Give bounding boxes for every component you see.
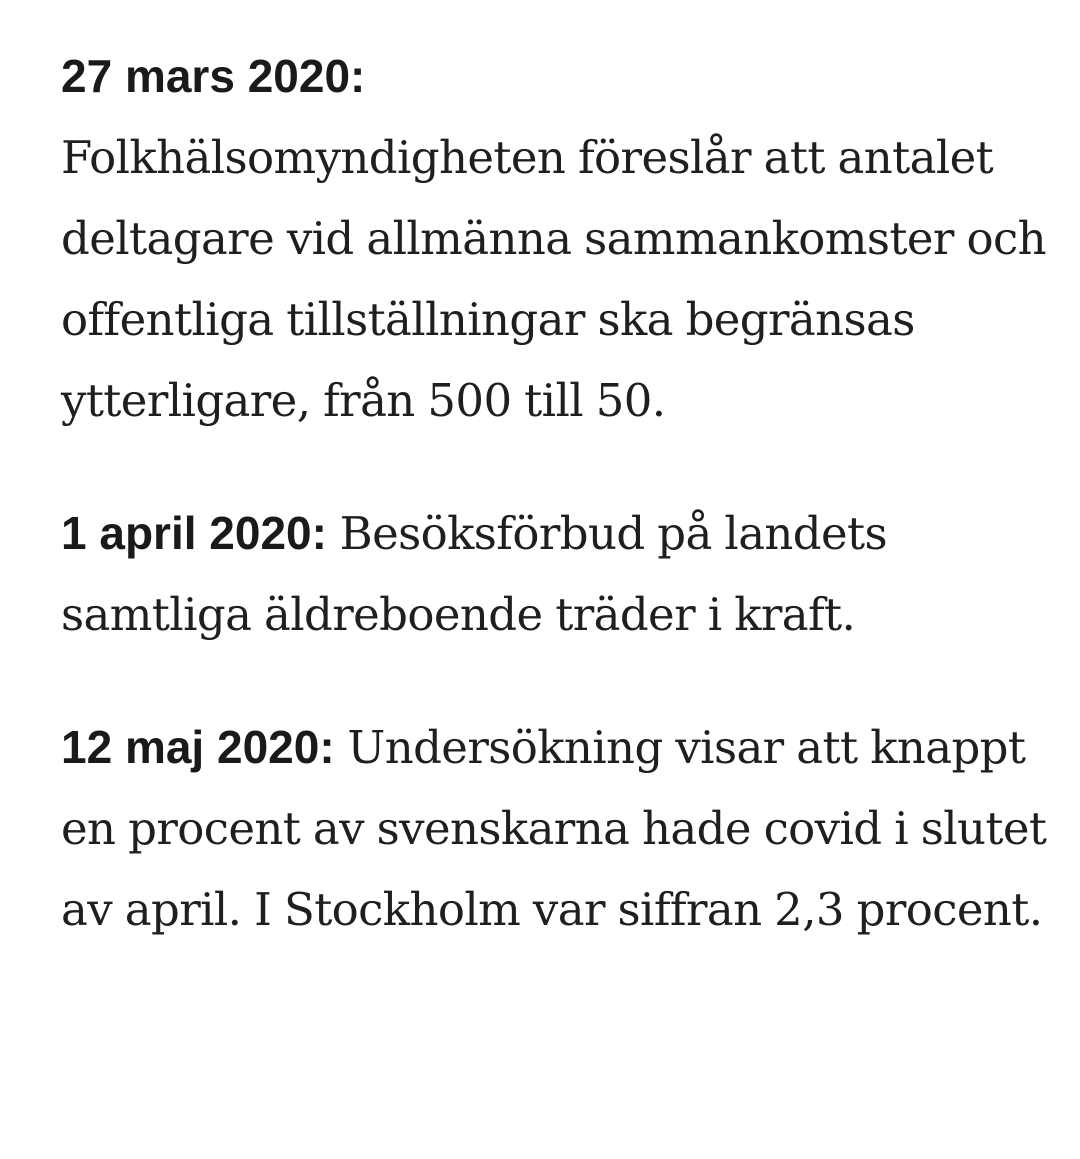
- entry-text: Folkhälsomyndigheten föreslår att antalet deltagare vid allmänna sammankomster och offentliga tillställningar ska begränsas ytterligare, från 500 till 50.: [61, 131, 1046, 427]
- article-body: [61, 36, 1051, 950]
- entry-date: 12 maj 2020:: [61, 721, 335, 773]
- entry-text: Undersökning visar att knappt en procent av svenskarna hade covid i slutet av april. I Stockholm var siffran 2,3 procent.: [61, 721, 1047, 936]
- entry-date: 27 mars 2020:: [61, 50, 366, 102]
- timeline-entry-3: [61, 707, 1051, 950]
- timeline-entry-2: [61, 493, 1051, 655]
- entry-date: 1 april 2020:: [61, 507, 327, 559]
- entry-text: Besöksförbud på landets samtliga äldreboende träder i kraft.: [61, 507, 888, 641]
- timeline-entry-1: [61, 36, 1051, 441]
